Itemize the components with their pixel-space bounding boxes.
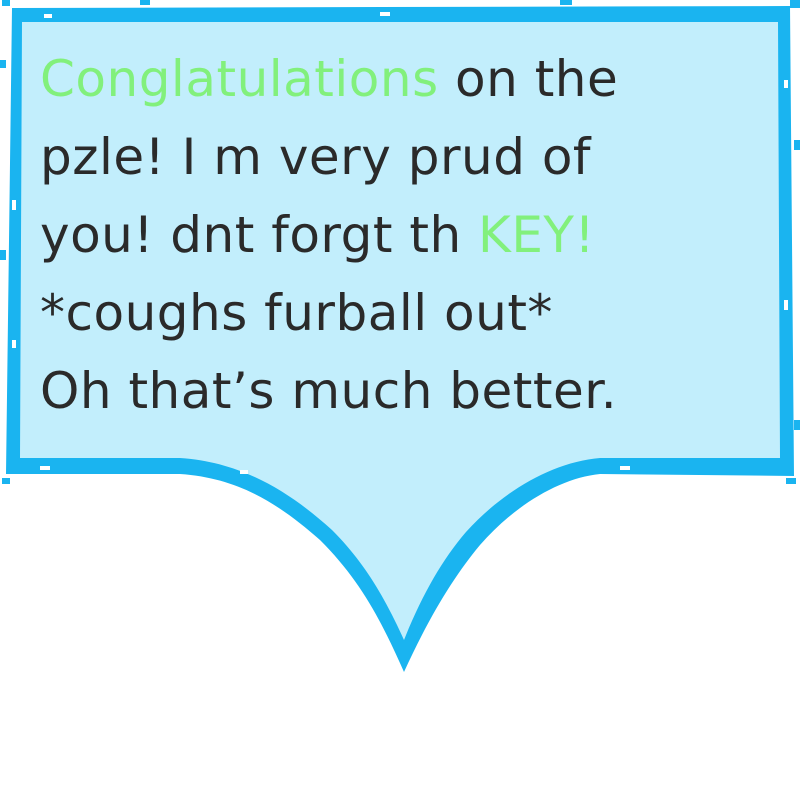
dialog-line-5: Oh that’s much better. xyxy=(40,362,618,420)
dialog-line-3 xyxy=(40,196,770,274)
dialog-line-2: pzle! I m very prud of xyxy=(40,128,592,186)
dialog-line-1 xyxy=(40,40,770,118)
highlight-key: KEY! xyxy=(478,206,595,264)
dialog-text xyxy=(40,40,770,430)
highlight-congratulations: Conglatulations xyxy=(40,50,439,108)
dialog-line-3-lead: you! dnt forgt th xyxy=(40,206,479,264)
dialog-line-4: *coughs furball out* xyxy=(40,284,553,342)
dialog-line-1-rest: on the xyxy=(438,50,619,108)
